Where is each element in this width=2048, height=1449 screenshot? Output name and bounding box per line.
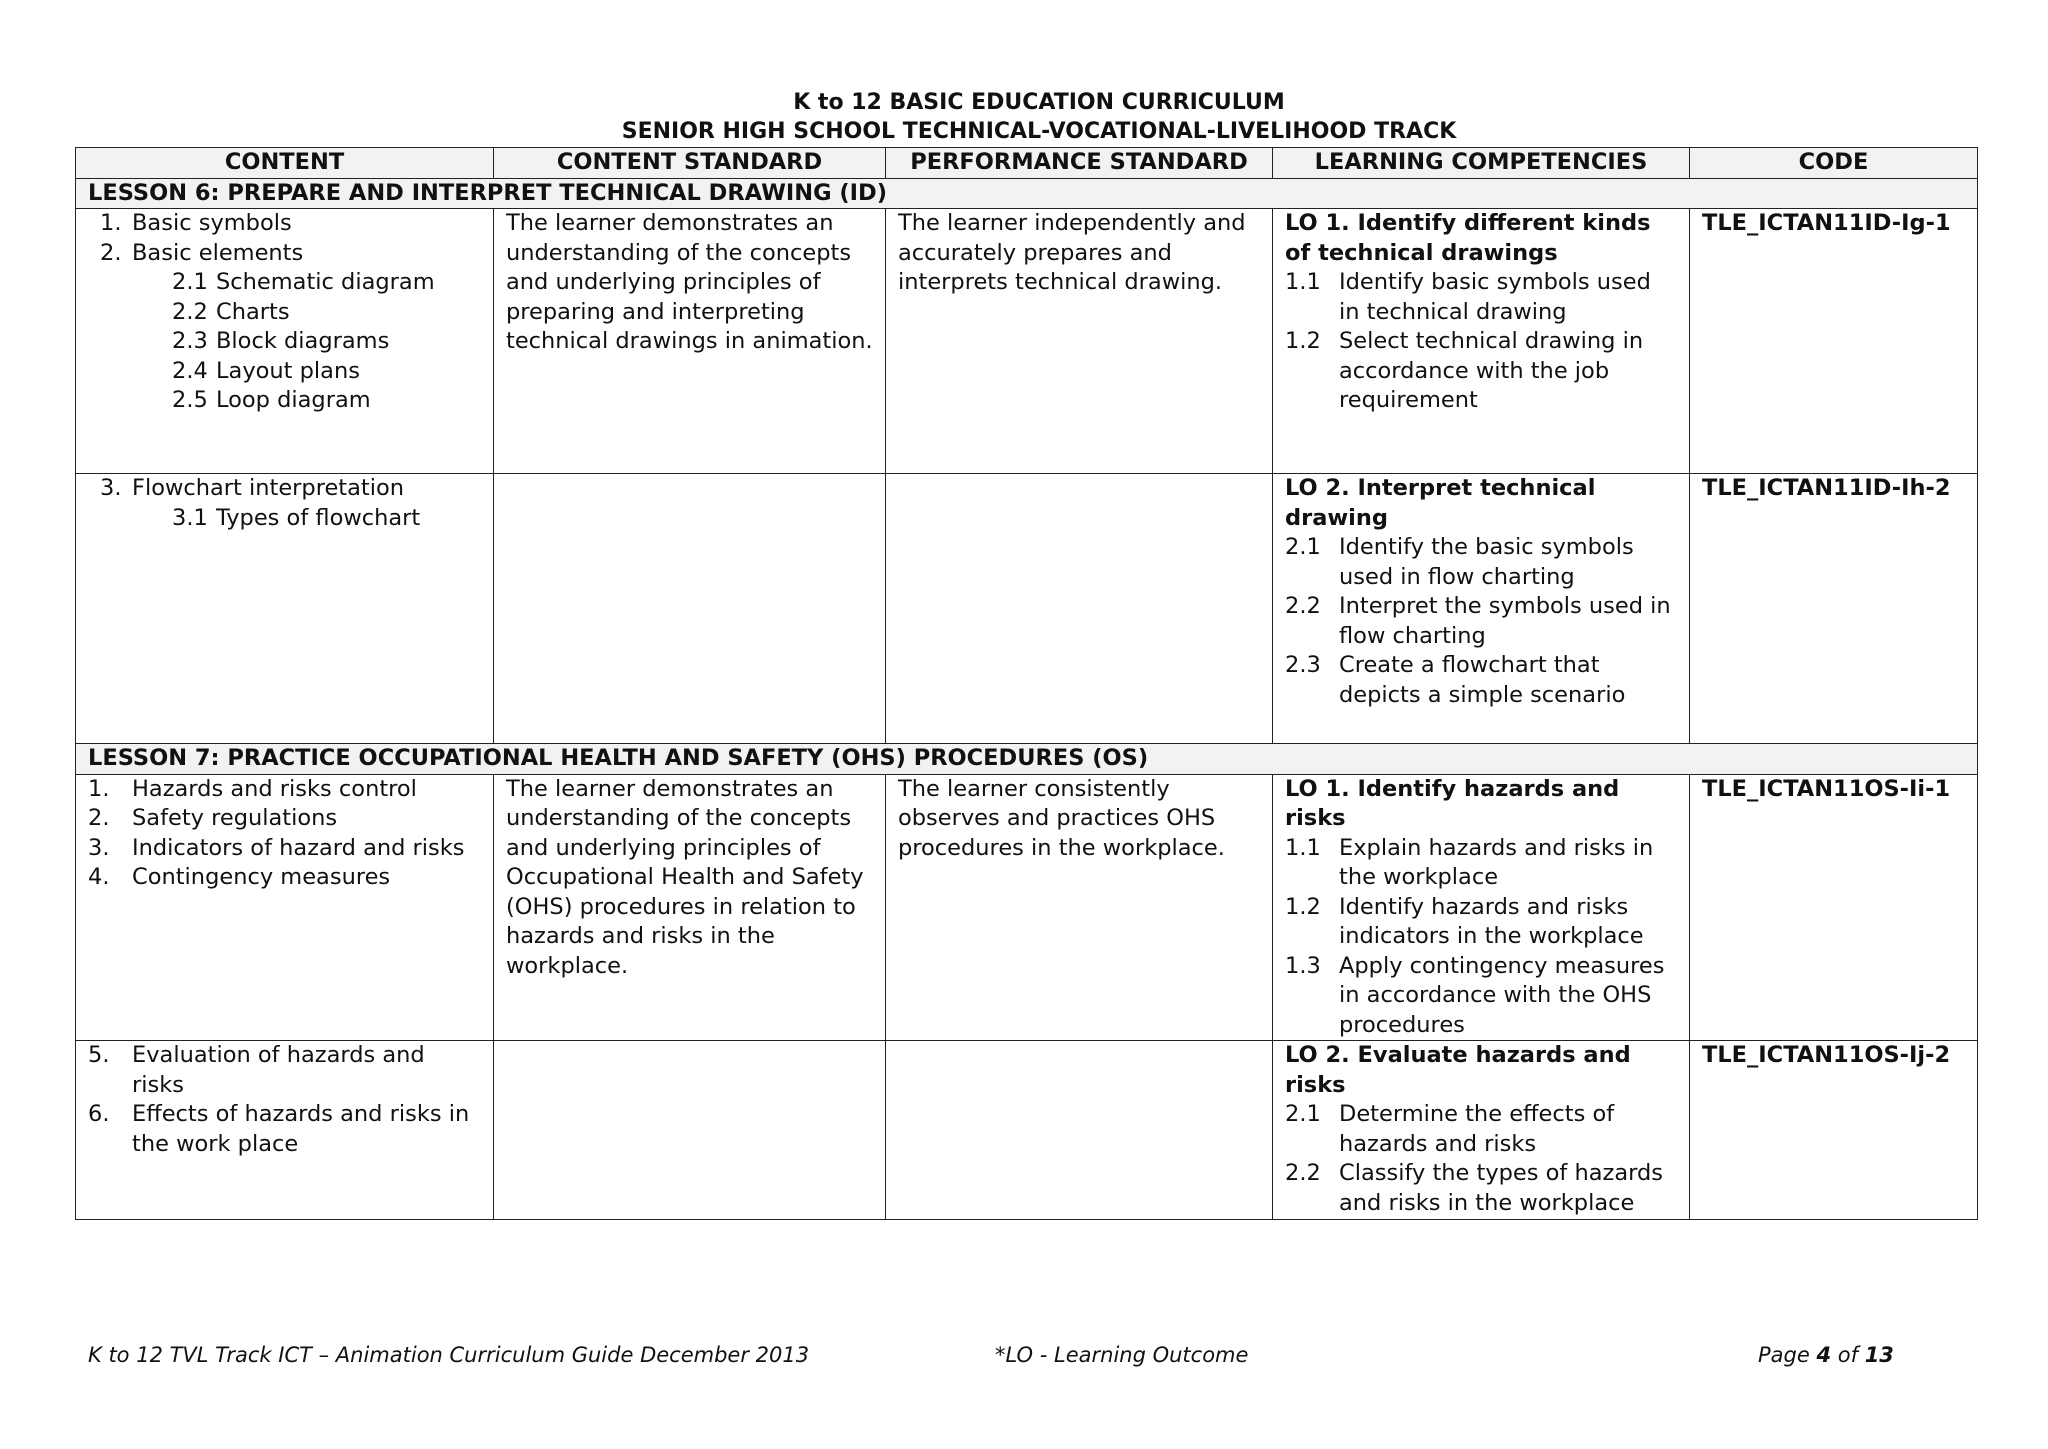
- sub-list-item: 2.3 Block diagrams: [172, 328, 390, 354]
- competency-item: 2.2 Classify the types of hazards and risks in the workplace: [1285, 1160, 1663, 1216]
- col-header-content-standard: CONTENT STANDARD: [494, 148, 886, 179]
- list-item: 3. Flowchart interpretation: [100, 475, 405, 501]
- sub-list-item: 2.4 Layout plans: [172, 357, 360, 384]
- table-row: [76, 774, 1978, 1041]
- competencies-cell: [1273, 1041, 1690, 1220]
- competency-item: 1.1 Explain hazards and risks in the workplace: [1285, 834, 1654, 890]
- content-cell: [76, 1041, 494, 1220]
- learning-outcome: LO 1. Identify different kinds of technical drawings: [1285, 210, 1651, 266]
- competency-item: 1.2 Identify hazards and risks indicators in the workplace: [1285, 893, 1644, 949]
- learning-outcome: LO 2. Evaluate hazards and risks: [1285, 1042, 1631, 1098]
- col-header-learning-competencies: LEARNING COMPETENCIES: [1273, 148, 1690, 179]
- footer-guide-title: K to 12 TVL Track ICT – Animation Curriculum Guide December 2013: [88, 1343, 810, 1367]
- competency-item: 1.1 Identify basic symbols used in technical drawing: [1285, 269, 1651, 325]
- competency-item: 2.3 Create a flowchart that depicts a simple scenario: [1285, 652, 1626, 708]
- code-cell: TLE_ICTAN11ID-Ih-2: [1690, 474, 1978, 744]
- lesson-6-title: LESSON 6: PREPARE AND INTERPRET TECHNICAL DRAWING (ID): [76, 178, 1978, 209]
- table-row: [76, 474, 1978, 744]
- footer-legend: *LO - Learning Outcome: [995, 1343, 1249, 1367]
- lesson-7-title: LESSON 7: PRACTICE OCCUPATIONAL HEALTH AND SAFETY (OHS) PROCEDURES (OS): [76, 744, 1978, 775]
- footer-page-number: Page 4 of 13: [1758, 1343, 1894, 1367]
- document-subtitle: SENIOR HIGH SCHOOL TECHNICAL-VOCATIONAL-LIVELIHOOD TRACK: [621, 119, 1457, 144]
- list-item: 4. Contingency measures: [88, 864, 391, 890]
- lesson-row: [76, 744, 1978, 775]
- content-cell: [76, 774, 494, 1041]
- document-title: K to 12 BASIC EDUCATION CURRICULUM: [793, 90, 1285, 115]
- code-cell: TLE_ICTAN11OS-Ii-1: [1690, 774, 1978, 1041]
- content-standard-cell: [494, 1041, 886, 1220]
- col-header-content: CONTENT: [76, 148, 494, 179]
- curriculum-table: [75, 147, 1978, 1220]
- competency-item: 2.2 Interpret the symbols used in flow charting: [1285, 593, 1671, 649]
- learning-outcome: LO 2. Interpret technical drawing: [1285, 475, 1596, 531]
- content-cell: [76, 474, 494, 744]
- col-header-code: CODE: [1690, 148, 1978, 179]
- lesson-row: [76, 178, 1978, 209]
- code-cell: TLE_ICTAN11OS-Ij-2: [1690, 1041, 1978, 1220]
- performance-standard-cell: [886, 474, 1273, 744]
- competency-item: 1.3 Apply contingency measures in accordance with the OHS procedures: [1285, 952, 1665, 1038]
- table-row: [76, 209, 1978, 474]
- sub-list-item: 2.5 Loop diagram: [172, 387, 371, 413]
- table-row: [76, 1041, 1978, 1220]
- sub-list-item: 2.1 Schematic diagram: [172, 269, 435, 295]
- list-item: 6. Effects of hazards and risks in the work place: [88, 1101, 470, 1157]
- performance-standard-cell: [886, 1041, 1273, 1220]
- competency-item: 2.1 Identify the basic symbols used in flow charting: [1285, 534, 1634, 590]
- competency-item: 1.2 Select technical drawing in accordance with the job requirement: [1285, 328, 1644, 413]
- learning-outcome: LO 1. Identify hazards and risks: [1285, 775, 1620, 831]
- list-item: 2. Safety regulations: [88, 805, 338, 831]
- competencies-cell: [1273, 209, 1690, 474]
- col-header-performance-standard: PERFORMANCE STANDARD: [886, 148, 1273, 179]
- content-standard-cell: The learner demonstrates an understanding of the concepts and underlying principles of preparing and interpreting technical drawings in animation.: [494, 209, 886, 474]
- content-standard-cell: The learner demonstrates an understanding of the concepts and underlying principles of Occupational Health and Safety (OHS) procedures in relation to hazards and risks in the workplace.: [494, 774, 886, 1041]
- sub-list-item: 2.2 Charts: [172, 298, 290, 325]
- list-item: 1. Hazards and risks control: [88, 775, 417, 802]
- content-cell: [76, 209, 494, 474]
- list-item: 3. Indicators of hazard and risks: [88, 834, 465, 861]
- performance-standard-cell: The learner independently and accurately prepares and interprets technical drawing.: [886, 209, 1273, 474]
- table-header-row: [76, 148, 1978, 179]
- list-item: 2. Basic elements: [100, 239, 304, 266]
- competencies-cell: [1273, 474, 1690, 744]
- code-cell: TLE_ICTAN11ID-Ig-1: [1690, 209, 1978, 474]
- competencies-cell: [1273, 774, 1690, 1041]
- content-standard-cell: [494, 474, 886, 744]
- performance-standard-cell: The learner consistently observes and practices OHS procedures in the workplace.: [886, 774, 1273, 1041]
- competency-item: 2.1 Determine the effects of hazards and risks: [1285, 1101, 1615, 1157]
- list-item: 1. Basic symbols: [100, 210, 292, 236]
- sub-list-item: 3.1 Types of flowchart: [172, 504, 421, 531]
- list-item: 5. Evaluation of hazards and risks: [88, 1042, 425, 1098]
